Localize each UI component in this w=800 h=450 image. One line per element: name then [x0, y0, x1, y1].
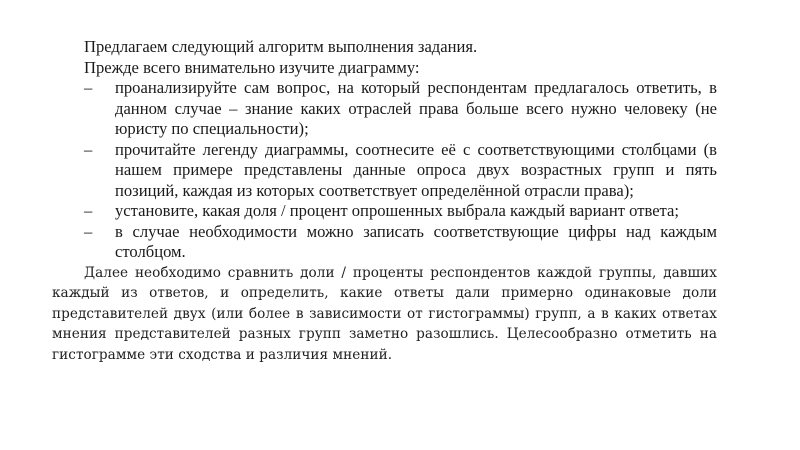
step-text: установите, какая доля / процент опрошенных выбрала каждый вариант ответа; — [115, 201, 679, 220]
list-item — [84, 78, 717, 140]
intro-line-1: Предлагаем следующий алгоритм выполнения задания. — [84, 37, 478, 56]
conclusion-paragraph: Далее необходимо сравнить доли / проценты респондентов каждой группы, давших каждый из ответов, и определить, какие ответы дали примерно одинаковые доли представителей двух (или более в зависимости от гистограммы) групп, а в каких ответах мнения представителей разных групп заметно разошлись. Целесообразно отметить на гистограмме эти сходства и различия мнений. — [52, 264, 717, 363]
document-page — [52, 37, 717, 365]
intro-line-2: Прежде всего внимательно изучите диаграмму: — [84, 57, 420, 77]
list-item — [84, 140, 717, 202]
list-item — [84, 201, 717, 222]
steps-list — [84, 78, 717, 263]
step-text: в случае необходимости можно записать соответствующие цифры над каждым столбцом. — [115, 221, 717, 261]
dash-marker: – — [84, 78, 93, 97]
step-text: проанализируйте сам вопрос, на который респондентам предлагалось ответить, в данном случае – знание каких отраслей права больше всего нужно человеку (не юристу по специальности); — [115, 78, 717, 138]
dash-marker: – — [84, 221, 93, 241]
list-item — [84, 222, 717, 263]
step-text: прочитайте легенду диаграммы, соотнесите её с соответствующими столбцами (в нашем примере представлены данные опроса двух возрастных групп и пять позиций, каждая из которых соответствует определённой отрасли права); — [115, 139, 717, 200]
dash-marker: – — [84, 139, 93, 159]
dash-marker: – — [84, 201, 93, 220]
